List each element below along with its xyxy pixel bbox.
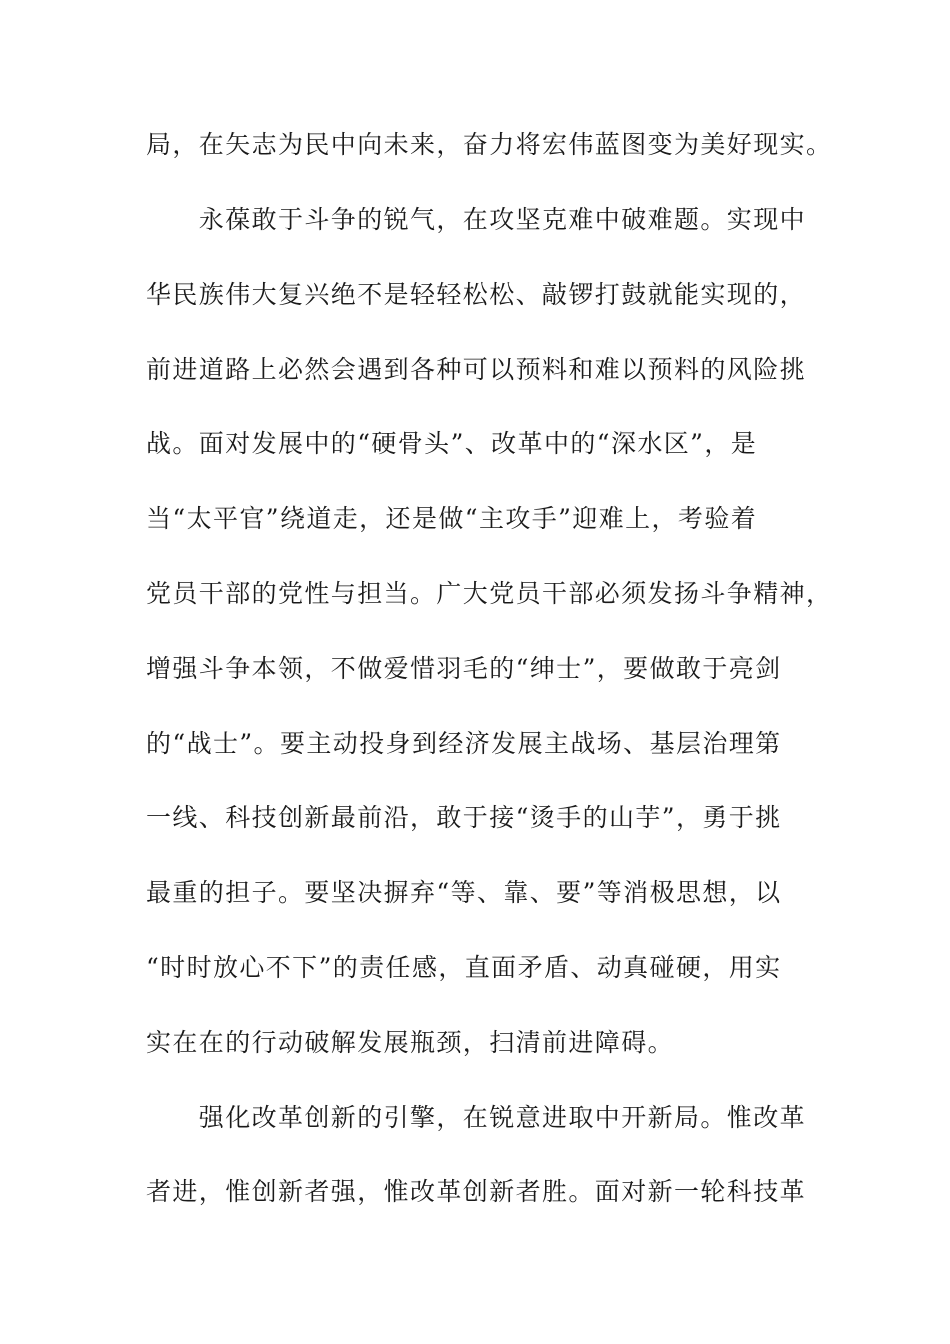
- text-line: 的“战士”。要主动投身到经济发展主战场、基层治理第: [146, 729, 782, 758]
- text-line: 前进道路上必然会遇到各种可以预料和难以预料的风险挑: [146, 355, 807, 384]
- text-line: 者进，惟创新者强，惟改革创新者胜。面对新一轮科技革: [146, 1177, 807, 1206]
- text-line: 党员干部的党性与担当。广大党员干部必须发扬斗争精神，: [146, 579, 833, 608]
- text-line: 局，在矢志为民中向未来，奋力将宏伟蓝图变为美好现实。: [146, 130, 833, 159]
- text-line: 永葆敢于斗争的锐气，在攻坚克难中破难题。实现中: [146, 205, 807, 234]
- text-line: 华民族伟大复兴绝不是轻轻松松、敲锣打鼓就能实现的，: [146, 280, 807, 309]
- text-line: 一线、科技创新最前沿，敢于接“烫手的山芋”，勇于挑: [146, 803, 782, 832]
- text-line: “时时放心不下”的责任感，直面矛盾、动真碰硬，用实: [146, 953, 782, 982]
- text-line: 当“太平官”绕道走，还是做“主攻手”迎难上，考验着: [146, 504, 758, 533]
- text-line: 实在在的行动破解发展瓶颈，扫清前进障碍。: [146, 1028, 675, 1057]
- text-line: 最重的担子。要坚决摒弃“等、靠、要”等消极思想，以: [146, 878, 782, 907]
- text-line: 强化改革创新的引擎，在锐意进取中开新局。惟改革: [146, 1103, 807, 1132]
- text-line: 增强斗争本领，不做爱惜羽毛的“绅士”，要做敢于亮剑: [146, 654, 782, 683]
- text-line: 战。面对发展中的“硬骨头”、改革中的“深水区”，是: [146, 429, 758, 458]
